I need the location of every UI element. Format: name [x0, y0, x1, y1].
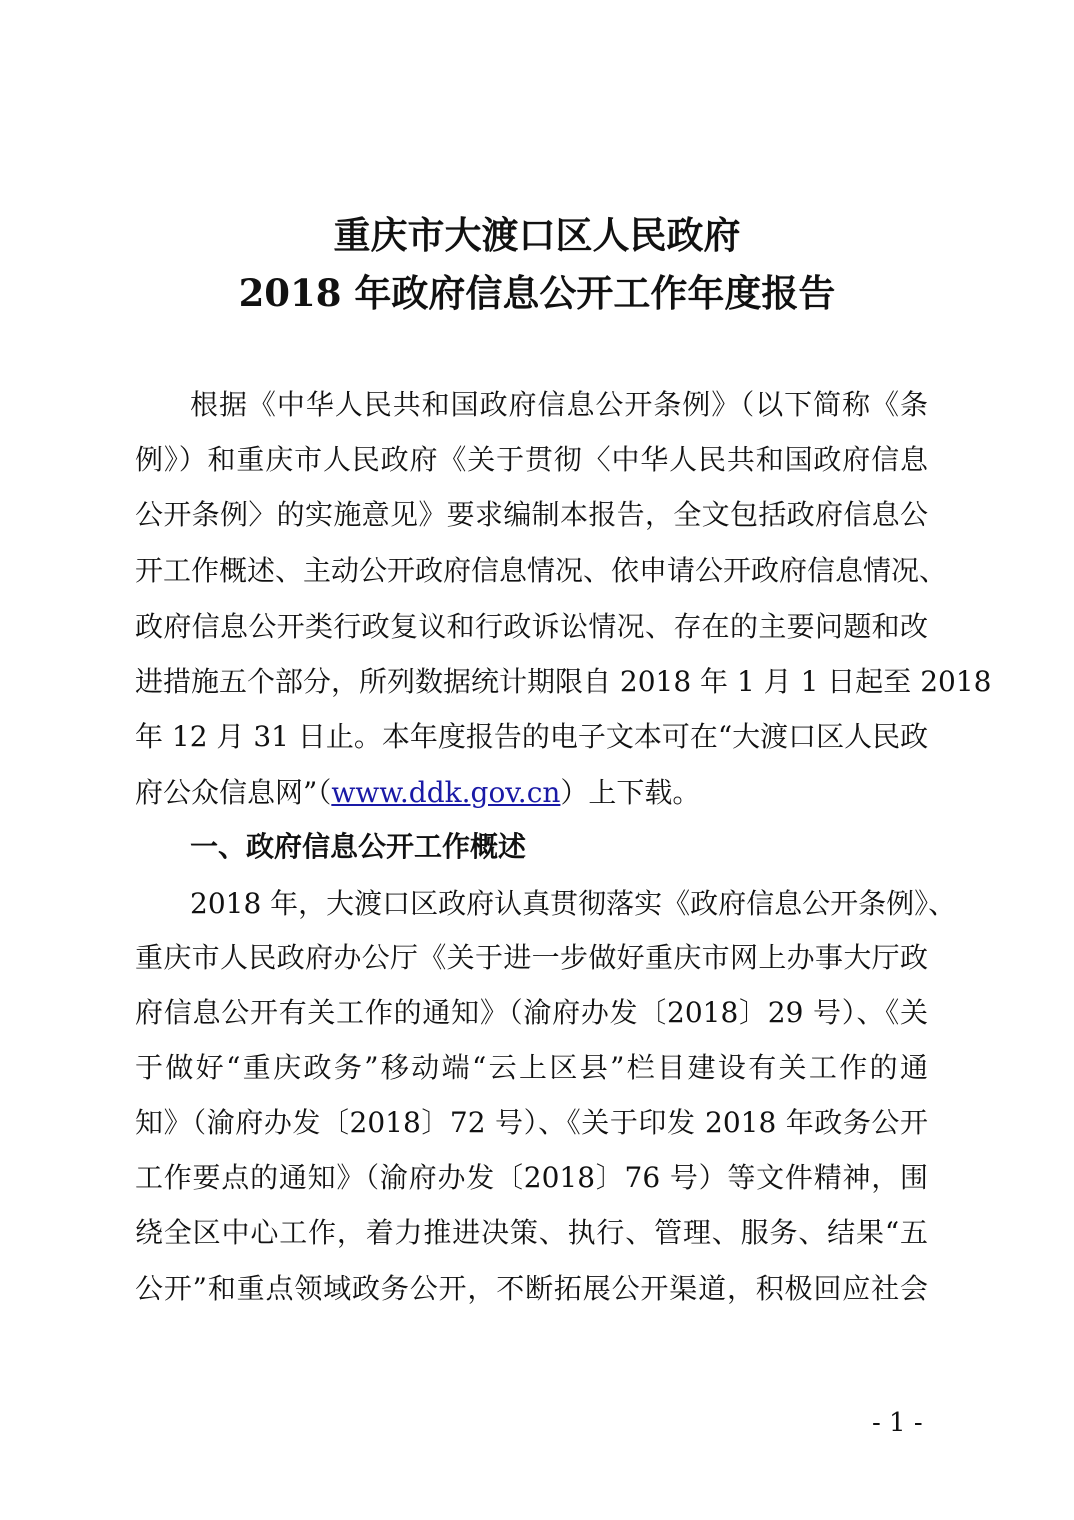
- section-heading: 一、政府信息公开工作概述: [190, 830, 527, 863]
- document-title-line1: 重庆市大渡口区人民政府: [333, 213, 741, 257]
- page-number: - 1 -: [872, 1408, 923, 1438]
- paragraph-line: 政府信息公开类行政复议和行政诉讼情况、存在的主要问题和改: [135, 610, 928, 643]
- paragraph-line: 知》（渝府办发〔2018〕72 号）、《关于印发 2018 年政务公开: [135, 1106, 928, 1139]
- document-title-line2: 2018 年政府信息公开工作年度报告: [238, 271, 836, 315]
- paragraph-line: 公开条例〉的实施意见》要求编制本报告，全文包括政府信息公: [135, 498, 928, 531]
- paragraph-line: 根据《中华人民共和国政府信息公开条例》（以下简称《条: [190, 388, 928, 421]
- paragraph-line: 年 12 月 31 日止。本年度报告的电子文本可在“大渡口区人民政: [135, 720, 929, 753]
- paragraph-line: 于做好“重庆政务”移动端“云上区县”栏目建设有关工作的通: [135, 1051, 928, 1084]
- paragraph-line: 绕全区中心工作，着力推进决策、执行、管理、服务、结果“五: [135, 1216, 928, 1249]
- paragraph-line: 开工作概述、主动公开政府信息情况、依申请公开政府信息情况、: [135, 554, 948, 587]
- paragraph-line: 公开”和重点领域政务公开，不断拓展公开渠道，积极回应社会: [135, 1272, 928, 1305]
- paragraph-line: 2018 年，大渡口区政府认真贯彻落实《政府信息公开条例》、: [190, 887, 957, 920]
- paragraph-line: [135, 773, 928, 813]
- paragraph-line: 工作要点的通知》（渝府办发〔2018〕76 号）等文件精神，围: [135, 1161, 928, 1194]
- paragraph-line: 进措施五个部分，所列数据统计期限自 2018 年 1 月 1 日起至 2018: [135, 665, 992, 698]
- paragraph-line: 府信息公开有关工作的通知》（渝府办发〔2018〕29 号）、《关: [135, 996, 928, 1029]
- paragraph-line: 例》）和重庆市人民政府《关于贯彻〈中华人民共和国政府信息: [135, 443, 928, 476]
- website-link[interactable]: www.ddk.gov.cn: [331, 776, 561, 809]
- text-segment: 府公众信息网”（: [135, 776, 332, 809]
- text-segment: ）上下载。: [560, 776, 701, 809]
- paragraph-line: 重庆市人民政府办公厅《关于进一步做好重庆市网上办事大厅政: [135, 941, 928, 974]
